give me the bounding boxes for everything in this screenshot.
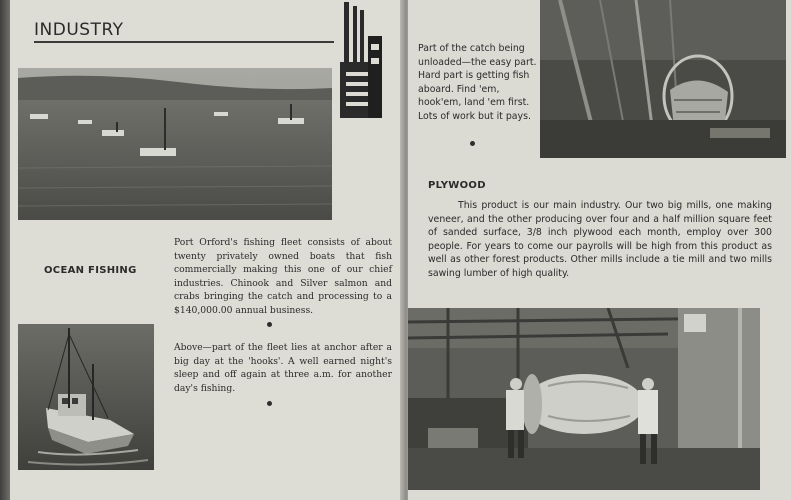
anchor-paragraph: Above—part of the fleet lies at anchor after a big day at the 'hooks'. A well earned night's sleep and off again at three a.m. for another day's fishing. [174,342,392,394]
catch-unloading-photo [540,0,786,158]
fleet-paragraph: Port Orford's fishing fleet consists of about twenty privately owned boats that fish commercially making this one of our chief industries. Chinook and Silver salmon and crabs bringing the catch and processing to a $140,000.00 annual business. [174,237,392,316]
right-page [408,0,791,500]
catch-caption: Part of the catch being unloaded—the easy part. Hard part is getting fish aboard. Find 'em, hook'em, land 'em first. Lots of work but it pays. [418,43,537,122]
fishing-boat-photo [18,324,154,470]
plywood-mill-photo [408,308,760,490]
harbor-photo [18,68,332,220]
section-label-ocean-fishing: OCEAN FISHING [44,265,137,276]
bullet-separator [267,322,272,327]
left-page [10,0,403,500]
page-title: INDUSTRY [34,20,124,40]
title-rule [34,41,334,43]
section-label-plywood: PLYWOOD [428,180,486,191]
plywood-paragraph: This product is our main industry. Our two big mills, one making veneer, and the other producing over four and a half million square feet of sanded surface, 3/8 inch plywood each month, employ over 300 people. For years to come our payrolls will be high from this product as well as other forest products. Other mills include a tie mill and two mills sawing lumber of high quality. [428,200,772,279]
bullet-separator [267,401,272,406]
bullet-separator [470,141,475,146]
factory-icon [338,0,388,120]
